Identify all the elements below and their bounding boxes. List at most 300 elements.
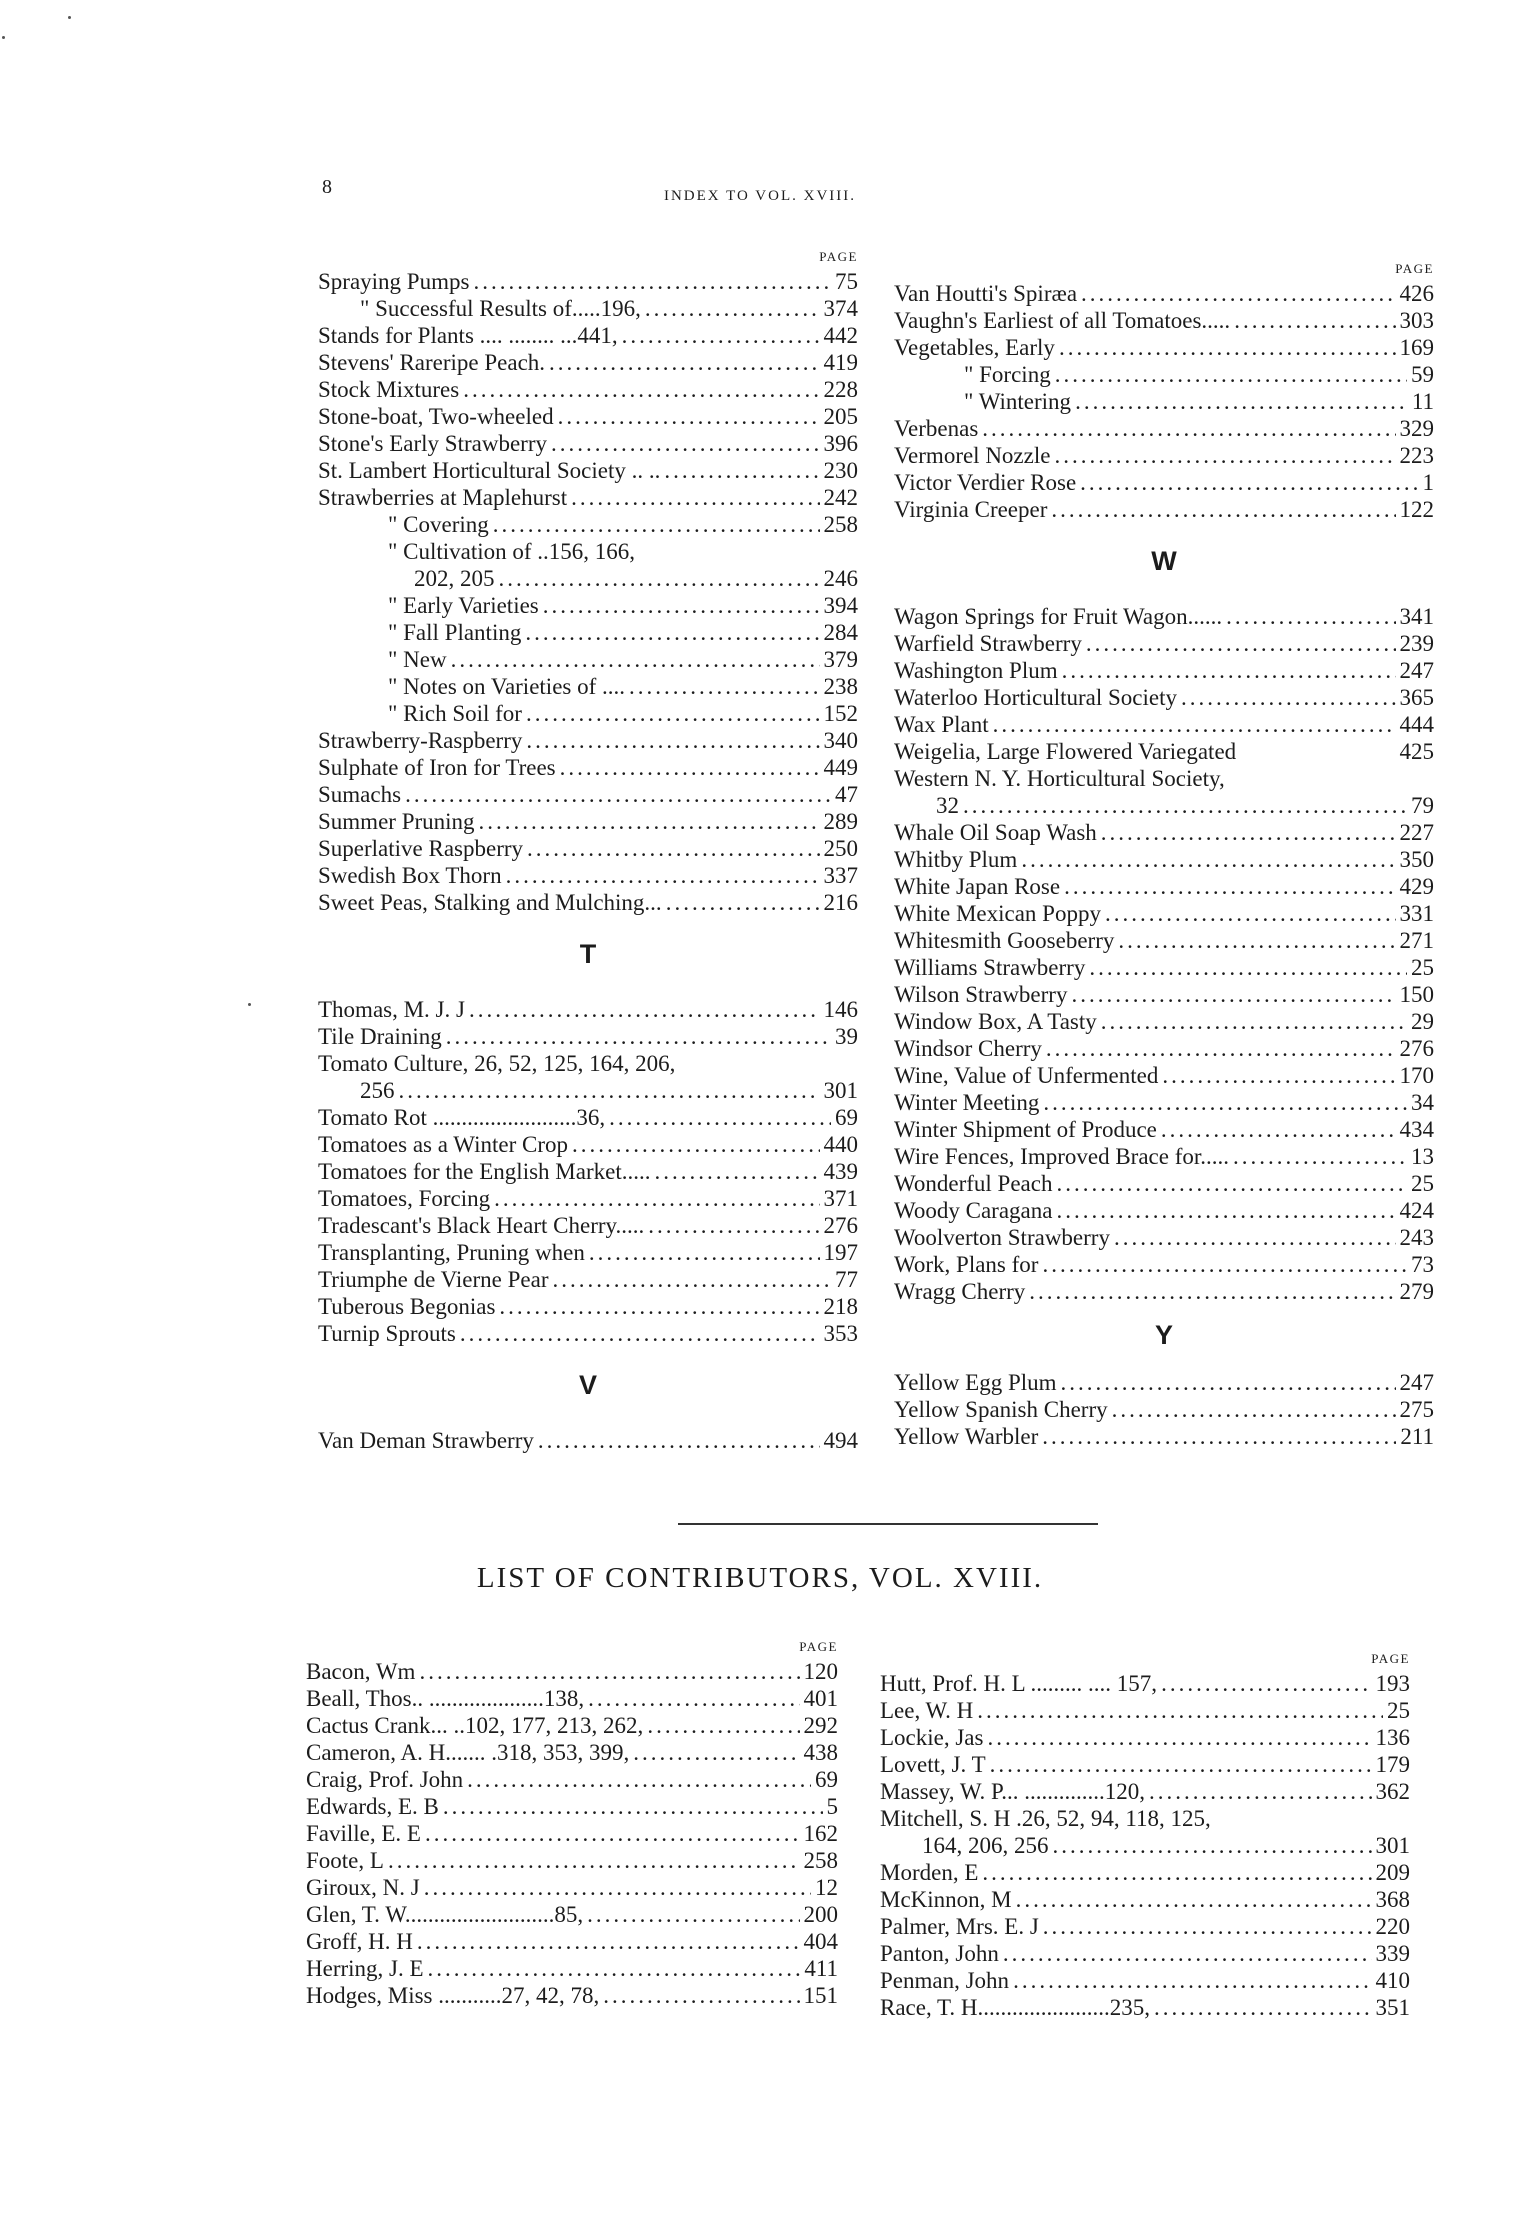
entry-page: 276	[1399, 1036, 1434, 1061]
running-head: INDEX TO VOL. XVIII.	[663, 188, 857, 204]
index-entry	[894, 846, 1434, 873]
entry-title: Woody Caragana	[894, 1198, 1053, 1223]
entry-title: Yellow Spanish Cherry	[894, 1397, 1108, 1422]
index-entry	[894, 1008, 1434, 1035]
entry-title: Stock Mixtures	[318, 377, 460, 402]
entry-title: Weigelia, Large Flowered Variegated	[894, 739, 1237, 764]
entry-page: 434	[1399, 1117, 1434, 1142]
dot-leader	[549, 349, 819, 376]
entry-title: Swedish Box Thorn	[318, 863, 502, 888]
entry-title: Foote, L	[306, 1848, 384, 1873]
dot-leader	[467, 1766, 811, 1793]
entry-title: Washington Plum	[894, 658, 1058, 683]
index-entry	[318, 403, 858, 430]
entry-page: 25	[1411, 955, 1434, 980]
entry-title: 202, 205	[414, 566, 495, 591]
entry-page: 73	[1411, 1252, 1434, 1277]
index-entry	[318, 862, 858, 889]
index-entry	[318, 538, 858, 565]
entry-page: 247	[1399, 1370, 1434, 1395]
index-entry	[306, 1685, 838, 1712]
entry-page: 442	[823, 323, 858, 348]
index-entry	[318, 1266, 858, 1293]
index-entry	[318, 511, 858, 538]
dot-leader	[1016, 1886, 1372, 1913]
entry-page: 47	[835, 782, 858, 807]
entry-page: 379	[823, 647, 858, 672]
index-entry	[318, 565, 858, 592]
entry-title: Vegetables, Early	[894, 335, 1055, 360]
entry-page: 136	[1375, 1725, 1410, 1750]
index-entry	[894, 1278, 1434, 1305]
index-column-right	[894, 260, 1434, 1450]
dot-leader	[525, 619, 819, 646]
entry-title: Whitesmith Gooseberry	[894, 928, 1115, 953]
dot-leader	[558, 403, 820, 430]
dot-leader	[1161, 1670, 1371, 1697]
entry-title: Whitby Plum	[894, 847, 1018, 872]
entry-title: Lockie, Jas	[880, 1725, 984, 1750]
entry-page: 146	[823, 997, 858, 1022]
entry-page: 276	[823, 1213, 858, 1238]
dot-leader	[1043, 1089, 1407, 1116]
entry-page: 25	[1387, 1698, 1410, 1723]
dot-leader	[1021, 846, 1395, 873]
dot-leader	[1089, 954, 1407, 981]
dot-leader	[1013, 1967, 1371, 1994]
index-entry	[880, 1859, 1410, 1886]
entry-page: 404	[803, 1929, 838, 1954]
dot-leader	[1071, 981, 1395, 1008]
entry-page: 396	[823, 431, 858, 456]
entry-page: 301	[1375, 1833, 1410, 1858]
entry-title: " Cultivation of ..156, 166,	[388, 539, 636, 564]
dot-leader	[1105, 900, 1396, 927]
entry-title: Thomas, M. J. J	[318, 997, 465, 1022]
entry-page: 205	[823, 404, 858, 429]
dot-leader	[1062, 657, 1396, 684]
entry-page: 5	[826, 1794, 838, 1819]
entry-title: Winter Meeting	[894, 1090, 1040, 1115]
index-column-left	[318, 248, 858, 1454]
index-entry	[880, 1670, 1410, 1697]
index-entry	[318, 1320, 858, 1347]
entry-page: 449	[823, 755, 858, 780]
index-entry	[306, 1955, 838, 1982]
index-entry	[894, 873, 1434, 900]
index-entry	[894, 603, 1434, 630]
index-group-v-continued	[894, 280, 1434, 523]
entry-title: Mitchell, S. H .26, 52, 94, 118, 125,	[880, 1806, 1211, 1831]
dot-leader	[633, 1739, 799, 1766]
index-group-y	[894, 1369, 1434, 1450]
index-entry	[880, 1913, 1410, 1940]
section-letter-t: T	[579, 939, 597, 969]
contributors-title: LIST OF CONTRIBUTORS, VOL. XVIII.	[476, 1562, 1044, 1594]
dot-leader	[1234, 307, 1395, 334]
index-entry	[894, 819, 1434, 846]
entry-page: 371	[823, 1186, 858, 1211]
dot-leader	[982, 415, 1395, 442]
dot-leader	[526, 700, 820, 727]
entry-page: 12	[815, 1875, 838, 1900]
entry-title: Tradescant's Black Heart Cherry.....	[318, 1213, 645, 1238]
entry-title: Windsor Cherry	[894, 1036, 1042, 1061]
dot-leader	[1233, 1143, 1407, 1170]
dot-leader	[982, 1859, 1371, 1886]
index-entry	[318, 430, 858, 457]
entry-page: 59	[1411, 362, 1434, 387]
dot-leader	[424, 1874, 811, 1901]
index-entry	[894, 1369, 1434, 1396]
dot-leader	[473, 268, 831, 295]
index-entry	[894, 657, 1434, 684]
index-entry	[306, 1658, 838, 1685]
entry-title: Van Houtti's Spiræa	[894, 281, 1078, 306]
entry-title: " Successful Results of.....196,	[360, 296, 641, 321]
page-number: 8	[322, 176, 332, 198]
index-entry	[306, 1820, 838, 1847]
entry-title: Wire Fences, Improved Brace for.....	[894, 1144, 1230, 1169]
index-entry	[880, 1805, 1410, 1832]
entry-page: 279	[1399, 1279, 1434, 1304]
entry-page: 246	[823, 566, 858, 591]
section-letter-y: Y	[1154, 1320, 1173, 1350]
index-entry	[894, 711, 1434, 738]
dot-leader	[588, 1685, 799, 1712]
entry-page: 169	[1399, 335, 1434, 360]
dot-leader	[553, 1266, 832, 1293]
index-entry	[318, 1158, 858, 1185]
dot-leader	[1051, 496, 1395, 523]
dot-leader	[977, 1697, 1383, 1724]
entry-title: 164, 206, 256	[922, 1833, 1049, 1858]
entry-page: 340	[823, 728, 858, 753]
entry-page: 13	[1411, 1144, 1434, 1169]
index-entry	[894, 981, 1434, 1008]
index-entry	[894, 927, 1434, 954]
dot-leader	[479, 808, 820, 835]
dot-leader	[417, 1928, 800, 1955]
dot-leader	[990, 1751, 1372, 1778]
contributors-list-right	[880, 1670, 1410, 2021]
index-entry	[318, 349, 858, 376]
entry-title: Vaughn's Earliest of all Tomatoes.....	[894, 308, 1231, 333]
index-entry	[318, 1077, 858, 1104]
index-entry	[894, 1035, 1434, 1062]
index-entry	[318, 619, 858, 646]
entry-title: St. Lambert Horticultural Society .. ..	[318, 458, 661, 483]
entry-page: 250	[823, 836, 858, 861]
entry-title: Glen, T. W..........................85,	[306, 1902, 584, 1927]
index-entry	[894, 388, 1434, 415]
dot-leader	[460, 1320, 820, 1347]
dot-leader	[1059, 334, 1396, 361]
entry-title: 32	[936, 793, 959, 818]
index-entry	[894, 1089, 1434, 1116]
index-entry	[894, 792, 1434, 819]
index-entry	[894, 738, 1434, 765]
entry-page: 351	[1375, 1995, 1410, 2020]
entry-title: Williams Strawberry	[894, 955, 1086, 980]
dot-leader	[443, 1793, 823, 1820]
dot-leader	[1055, 361, 1407, 388]
index-entry	[894, 954, 1434, 981]
entry-page: 258	[803, 1848, 838, 1873]
entry-page: 11	[1411, 389, 1434, 414]
index-entry	[894, 496, 1434, 523]
entry-title: Lovett, J. T	[880, 1752, 986, 1777]
dot-leader	[451, 646, 820, 673]
entry-page: 284	[823, 620, 858, 645]
entry-title: " Early Varieties	[388, 593, 539, 618]
entry-title: Beall, Thos.. ....................138,	[306, 1686, 585, 1711]
index-entry	[894, 1197, 1434, 1224]
index-entry	[880, 1886, 1410, 1913]
entry-page: 341	[1399, 604, 1434, 629]
index-entry	[894, 684, 1434, 711]
dot-leader	[1101, 819, 1396, 846]
entry-page: 151	[803, 1983, 838, 2008]
entry-title: Vermorel Nozzle	[894, 443, 1051, 468]
index-entry	[318, 889, 858, 916]
index-entry	[318, 781, 858, 808]
entry-title: " Fall Planting	[388, 620, 522, 645]
dot-leader	[1064, 873, 1395, 900]
entry-title: Stone-boat, Two-wheeled	[318, 404, 554, 429]
entry-page: 242	[823, 485, 858, 510]
index-entry	[318, 1131, 858, 1158]
dot-leader	[647, 1712, 799, 1739]
index-group-s	[318, 268, 858, 916]
entry-title: Sulphate of Iron for Trees	[318, 755, 556, 780]
index-entry	[306, 1928, 838, 1955]
dot-leader	[551, 430, 820, 457]
entry-page: 411	[804, 1956, 838, 1981]
entry-title: Superlative Raspberry	[318, 836, 524, 861]
dot-leader	[1162, 1062, 1395, 1089]
entry-page: 425	[1399, 739, 1434, 764]
entry-page: 429	[1399, 874, 1434, 899]
entry-title: 256	[360, 1078, 395, 1103]
dot-leader	[405, 781, 831, 808]
entry-title: Waterloo Horticultural Society	[894, 685, 1178, 710]
dot-leader	[428, 1955, 801, 1982]
scan-mark	[2, 36, 5, 39]
dot-leader	[543, 592, 820, 619]
entry-page: 218	[823, 1294, 858, 1319]
dot-leader	[469, 996, 820, 1023]
entry-page: 162	[803, 1821, 838, 1846]
index-entry	[306, 1982, 838, 2009]
dot-leader	[993, 711, 1396, 738]
entry-page: 331	[1399, 901, 1434, 926]
page-column-label: PAGE	[1395, 261, 1434, 276]
index-entry	[318, 808, 858, 835]
dot-leader	[589, 1239, 820, 1266]
entry-page: 69	[835, 1105, 858, 1130]
index-entry	[318, 1427, 858, 1454]
entry-page: 79	[1411, 793, 1434, 818]
entry-title: Bacon, Wm	[306, 1659, 416, 1684]
entry-title: Virginia Creeper	[894, 497, 1048, 522]
index-entry	[880, 1697, 1410, 1724]
entry-page: 75	[835, 269, 858, 294]
entry-title: Giroux, N. J	[306, 1875, 420, 1900]
index-entry	[306, 1712, 838, 1739]
dot-leader	[1075, 388, 1408, 415]
entry-page: 152	[823, 701, 858, 726]
dot-leader	[963, 792, 1407, 819]
index-entry	[894, 1170, 1434, 1197]
index-entry	[318, 646, 858, 673]
index-entry	[880, 1994, 1410, 2021]
dot-leader	[603, 1982, 799, 2009]
entry-page: 230	[823, 458, 858, 483]
entry-title: Summer Pruning	[318, 809, 475, 834]
entry-page: 179	[1375, 1752, 1410, 1777]
dot-leader	[1056, 1170, 1407, 1197]
index-entry	[894, 630, 1434, 657]
entry-title: Hutt, Prof. H. L ......... .... 157,	[880, 1671, 1158, 1696]
entry-page: 223	[1399, 443, 1434, 468]
index-entry	[880, 1967, 1410, 1994]
entry-page: 424	[1399, 1198, 1434, 1223]
entry-title: McKinnon, M	[880, 1887, 1012, 1912]
dot-leader	[1149, 1778, 1372, 1805]
section-divider	[678, 1523, 1098, 1525]
dot-leader	[666, 889, 820, 916]
entry-title: Victor Verdier Rose	[894, 470, 1077, 495]
index-entry	[318, 754, 858, 781]
entry-page: 365	[1399, 685, 1434, 710]
dot-leader	[609, 1104, 831, 1131]
entry-title: Strawberry-Raspberry	[318, 728, 523, 753]
entry-page: 303	[1399, 308, 1434, 333]
entry-title: Winter Shipment of Produce	[894, 1117, 1157, 1142]
entry-title: Wonderful Peach	[894, 1171, 1053, 1196]
entry-page: 197	[823, 1240, 858, 1265]
entry-title: Panton, John	[880, 1941, 999, 1966]
entry-title: Craig, Prof. John	[306, 1767, 464, 1792]
entry-title: Herring, J. E	[306, 1956, 424, 1981]
entry-title: Groff, H. H	[306, 1929, 413, 1954]
entry-title: Tomato Rot .........................36,	[318, 1105, 606, 1130]
index-entry	[318, 727, 858, 754]
entry-page: 239	[1399, 631, 1434, 656]
index-entry	[318, 484, 858, 511]
dot-leader	[499, 1293, 819, 1320]
entry-page: 289	[823, 809, 858, 834]
entry-title: Hodges, Miss ...........27, 42, 78,	[306, 1983, 600, 2008]
index-entry	[318, 1185, 858, 1212]
index-entry	[880, 1832, 1410, 1859]
dot-leader	[1046, 1035, 1396, 1062]
contributors-column-left	[306, 1638, 838, 2009]
index-entry	[318, 1104, 858, 1131]
dot-leader	[1080, 469, 1418, 496]
entry-title: " Notes on Varieties of ....	[388, 674, 626, 699]
dot-leader	[1056, 1197, 1395, 1224]
dot-leader	[1101, 1008, 1407, 1035]
scan-mark	[68, 16, 71, 19]
entry-page: 292	[803, 1713, 838, 1738]
dot-leader	[1042, 1251, 1407, 1278]
dot-leader	[446, 1023, 831, 1050]
entry-page: 200	[803, 1902, 838, 1927]
index-entry	[318, 700, 858, 727]
entry-title: Verbenas	[894, 416, 979, 441]
entry-page: 122	[1399, 497, 1434, 522]
index-entry	[306, 1874, 838, 1901]
entry-title: Work, Plans for	[894, 1252, 1039, 1277]
index-entry	[880, 1940, 1410, 1967]
index-entry	[318, 996, 858, 1023]
index-entry	[318, 835, 858, 862]
entry-title: Tomatoes as a Winter Crop	[318, 1132, 568, 1157]
dot-leader	[587, 1901, 799, 1928]
dot-leader	[1112, 1396, 1396, 1423]
entry-title: Wagon Springs for Fruit Wagon......	[894, 604, 1223, 629]
entry-page: 394	[823, 593, 858, 618]
index-entry	[894, 442, 1434, 469]
index-entry	[880, 1778, 1410, 1805]
entry-page: 77	[835, 1267, 858, 1292]
page-column-label: PAGE	[799, 1639, 838, 1654]
dot-leader	[622, 322, 820, 349]
index-entry	[894, 469, 1434, 496]
section-letter-w: W	[1151, 546, 1177, 576]
dot-leader	[572, 1131, 820, 1158]
index-entry	[318, 1293, 858, 1320]
index-entry	[894, 1396, 1434, 1423]
entry-page: 258	[823, 512, 858, 537]
entry-page: 374	[823, 296, 858, 321]
index-entry	[318, 673, 858, 700]
entry-page: 39	[835, 1024, 858, 1049]
entry-page: 368	[1375, 1887, 1410, 1912]
entry-page: 29	[1411, 1009, 1434, 1034]
dot-leader	[987, 1724, 1371, 1751]
scan-mark	[248, 1003, 251, 1006]
entry-page: 193	[1375, 1671, 1410, 1696]
entry-page: 150	[1399, 982, 1434, 1007]
dot-leader	[506, 862, 820, 889]
entry-title: Race, T. H.......................235,	[880, 1995, 1151, 2020]
entry-title: White Mexican Poppy	[894, 901, 1101, 926]
index-entry	[318, 322, 858, 349]
contributors-column-right	[880, 1650, 1410, 2021]
dot-leader	[1086, 630, 1396, 657]
dot-leader	[419, 1658, 799, 1685]
entry-page: 350	[1399, 847, 1434, 872]
entry-page: 25	[1411, 1171, 1434, 1196]
entry-title: Morden, E	[880, 1860, 979, 1885]
entry-title: Triumphe de Vierne Pear	[318, 1267, 549, 1292]
index-entry	[894, 280, 1434, 307]
dot-leader	[399, 1077, 820, 1104]
entry-page: 339	[1375, 1941, 1410, 1966]
index-entry	[880, 1751, 1410, 1778]
dot-leader	[388, 1847, 800, 1874]
entry-title: Whale Oil Soap Wash	[894, 820, 1097, 845]
dot-leader	[499, 565, 820, 592]
index-entry	[306, 1766, 838, 1793]
entry-title: Faville, E. E	[306, 1821, 421, 1846]
index-entry	[894, 765, 1434, 792]
dot-leader	[425, 1820, 800, 1847]
index-entry	[894, 307, 1434, 334]
